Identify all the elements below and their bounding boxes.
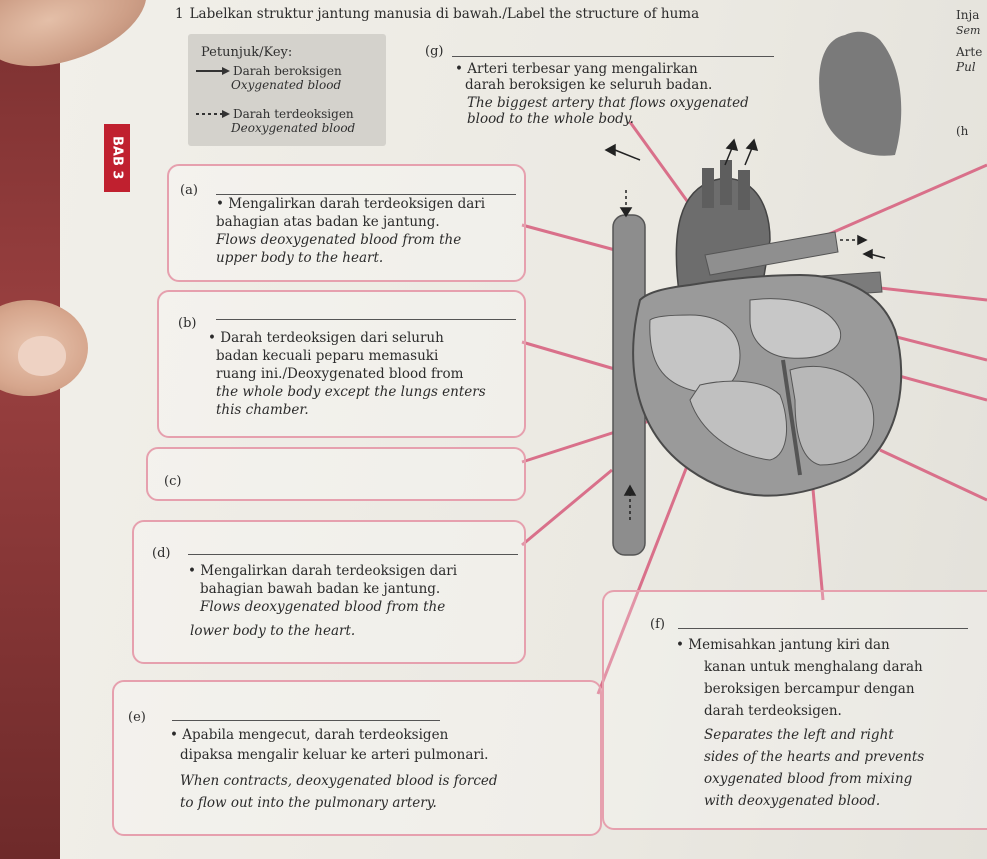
dotted-arrow-icon xyxy=(196,109,230,119)
label-f-en-4: with deoxygenated blood. xyxy=(704,793,881,809)
leader-line-d xyxy=(522,470,612,545)
flow-arrow-4-head xyxy=(727,140,737,150)
flow-arrow-7-head xyxy=(864,250,872,258)
label-f-ms-1: • Memisahkan jantung kiri dan xyxy=(676,636,890,654)
label-e-ms-2: dipaksa mengalir keluar ke arteri pulmonari. xyxy=(180,747,489,763)
label-f-letter: (f) xyxy=(650,617,665,632)
label-e-ms-1: • Apabila mengecut, darah terdeoksigen xyxy=(170,726,448,744)
artery-branch-1 xyxy=(702,168,714,208)
label-d-ms-1: • Mengalirkan darah terdeoksigen dari xyxy=(188,562,457,580)
label-f-en-2: sides of the hearts and prevents xyxy=(704,749,925,765)
label-f-en-1: Separates the left and right xyxy=(704,727,894,743)
label-b-ms-2: badan kecuali peparu memasuki xyxy=(216,348,439,364)
flow-arrow-6-head xyxy=(858,236,866,244)
label-d-answer-field[interactable] xyxy=(188,538,518,555)
label-g-answer-field[interactable] xyxy=(452,40,774,57)
flow-arrow-5 xyxy=(745,148,752,165)
label-a-answer-field[interactable] xyxy=(216,178,516,195)
thumbnail-nail xyxy=(18,336,66,376)
flow-arrow-1-head xyxy=(606,145,615,155)
key-deoxygenated-en: Deoxygenated blood xyxy=(231,121,356,135)
label-f-answer-field[interactable] xyxy=(678,612,968,629)
key-oxygenated-en: Oxygenated blood xyxy=(231,78,342,92)
key-deoxygenated-ms: Darah terdeoksigen xyxy=(233,107,354,121)
label-d-letter: (d) xyxy=(152,546,171,561)
label-f-ms-2: kanan untuk menghalang darah xyxy=(704,659,923,675)
leader-line-b xyxy=(522,342,625,372)
label-b-en-2: this chamber. xyxy=(216,402,309,418)
leader-line-g xyxy=(630,122,690,205)
leader-line-r1 xyxy=(880,288,987,300)
key-heading: Petunjuk/Key: xyxy=(201,45,293,60)
label-a-en-2: upper body to the heart. xyxy=(216,250,384,266)
flow-arrow-5-head xyxy=(747,140,757,150)
label-b-ms-3: ruang ini./Deoxygenated blood from xyxy=(216,366,464,382)
label-b-letter: (b) xyxy=(178,316,197,331)
leader-line-c xyxy=(522,415,668,462)
margin-text-2: Sem xyxy=(956,24,981,37)
label-f-ms-4: darah terdeoksigen. xyxy=(704,703,842,719)
margin-text-3: Arte xyxy=(956,45,983,59)
lung-icon xyxy=(819,32,901,156)
question-text: Labelkan struktur jantung manusia di bawah./Label the structure of huma xyxy=(189,6,700,22)
label-a-letter: (a) xyxy=(180,183,198,198)
artery-branch-2 xyxy=(720,160,732,205)
label-f-ms-3: beroksigen bercampur dengan xyxy=(704,681,915,697)
chapter-tab: BAB 3 xyxy=(104,124,130,192)
margin-text-5: (h xyxy=(956,124,969,138)
leader-line-r4 xyxy=(880,450,987,500)
label-g-ms-2: darah beroksigen ke seluruh badan. xyxy=(465,77,713,93)
label-a-en-1: Flows deoxygenated blood from the xyxy=(216,232,462,248)
label-b-answer-field[interactable] xyxy=(216,303,516,320)
label-d-en-1: Flows deoxygenated blood from the xyxy=(200,599,446,615)
label-e-en-1: When contracts, deoxygenated blood is forced xyxy=(180,773,498,789)
label-a-ms-2: bahagian atas badan ke jantung. xyxy=(216,214,440,230)
label-e-answer-field[interactable] xyxy=(172,704,440,721)
label-d-ms-2: bahagian bawah badan ke jantung. xyxy=(200,581,441,597)
label-b-ms-1: • Darah terdeoksigen dari seluruh xyxy=(208,329,444,347)
label-g-ms-1: • Arteri terbesar yang mengalirkan xyxy=(455,60,698,78)
leader-line-a xyxy=(522,225,615,250)
label-c-letter: (c) xyxy=(164,474,182,489)
key-box xyxy=(188,34,386,146)
label-g-letter: (g) xyxy=(425,44,444,59)
artery-branch-3 xyxy=(738,170,750,210)
label-d-en-2: lower body to the heart. xyxy=(190,623,356,639)
label-b-en-1: the whole body except the lungs enters xyxy=(216,384,486,400)
label-a-ms-1: • Mengalirkan darah terdeoksigen dari xyxy=(216,195,485,213)
flow-arrow-1 xyxy=(615,150,640,160)
label-f-en-3: oxygenated blood from mixing xyxy=(704,771,913,787)
question-number: 1 xyxy=(175,6,184,22)
label-e-en-2: to flow out into the pulmonary artery. xyxy=(180,795,437,811)
label-e-letter: (e) xyxy=(128,710,146,725)
margin-text-4: Pul xyxy=(956,60,976,74)
leader-line-h1 xyxy=(820,165,987,238)
solid-arrow-icon xyxy=(196,66,230,76)
margin-text-1: Inja xyxy=(956,8,980,22)
key-oxygenated-ms: Darah beroksigen xyxy=(233,64,342,78)
label-c-box xyxy=(146,447,526,501)
book-spine-edge xyxy=(0,0,64,859)
label-g-en-2: blood to the whole body. xyxy=(467,111,634,127)
label-g-en-1: The biggest artery that flows oxygenated xyxy=(467,95,749,111)
